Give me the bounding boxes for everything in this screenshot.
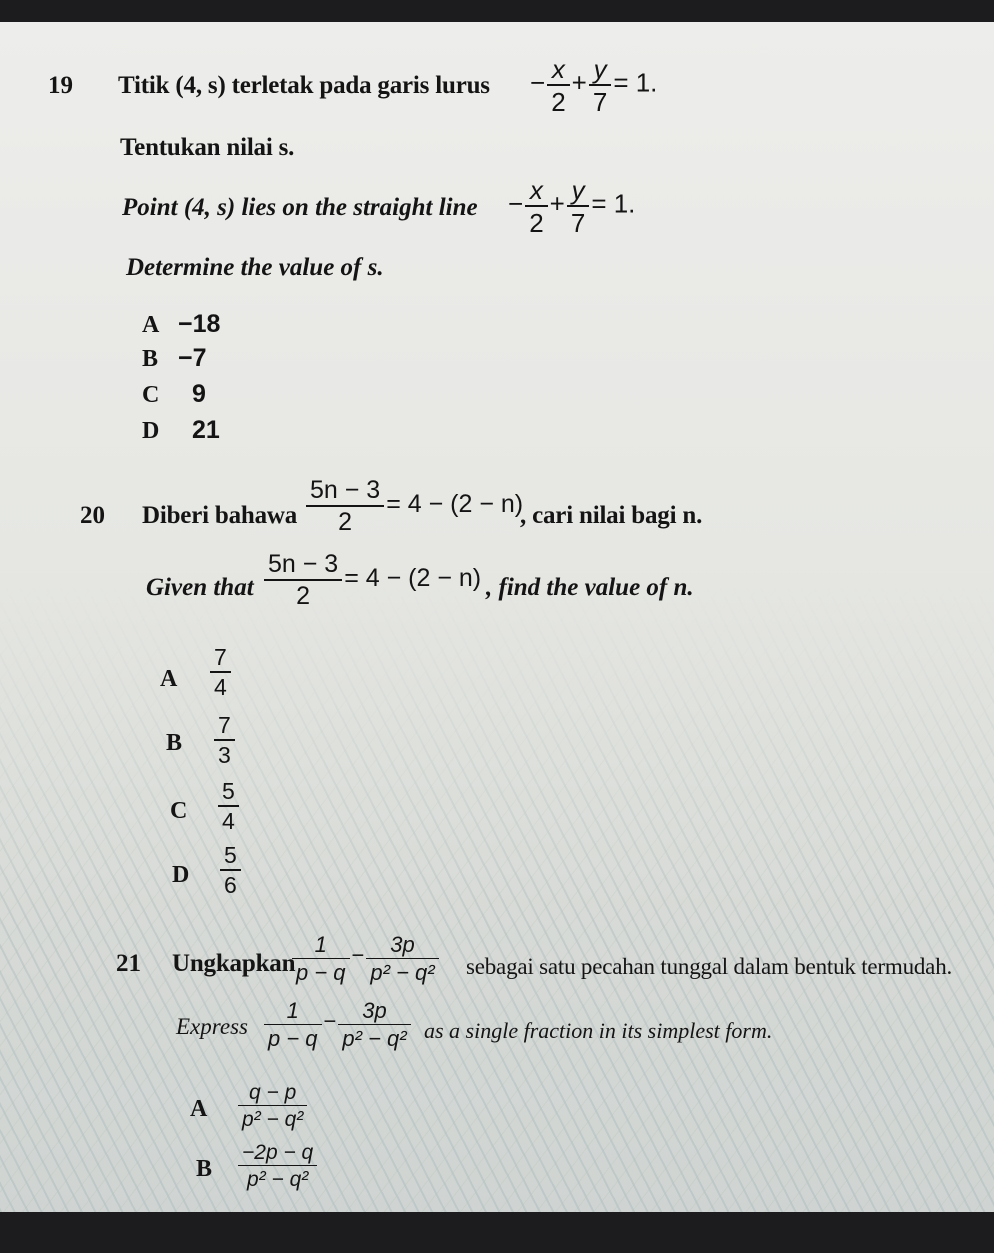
fraction xyxy=(220,844,241,897)
denominator: p − q xyxy=(268,1026,318,1051)
option-fraction xyxy=(236,1082,309,1130)
fraction xyxy=(264,1000,322,1050)
numerator: q − p xyxy=(248,1081,297,1104)
numerator: 1 xyxy=(314,932,327,957)
option-label: C xyxy=(142,382,160,408)
denominator: 2 xyxy=(338,508,353,536)
equation-rhs: = 1. xyxy=(613,67,658,98)
background-pattern xyxy=(0,582,994,1212)
numerator: 3p xyxy=(362,998,387,1023)
option-label: D xyxy=(172,862,190,888)
instruction-english: Determine the value of s. xyxy=(126,254,384,281)
fraction xyxy=(292,934,350,984)
option-fraction xyxy=(236,1142,319,1190)
option-value: 21 xyxy=(192,416,220,444)
fraction xyxy=(589,56,611,115)
numerator: x xyxy=(551,54,565,84)
equation-line xyxy=(508,177,635,236)
equation-line xyxy=(530,56,657,115)
minus-sign: − xyxy=(530,67,546,98)
minus-sign: − xyxy=(351,942,365,968)
question-number: 19 xyxy=(48,72,73,99)
option-label: B xyxy=(142,346,159,372)
option-label: B xyxy=(196,1156,213,1182)
fraction xyxy=(264,552,342,609)
numerator: −2p − q xyxy=(242,1141,314,1164)
fraction xyxy=(547,56,569,115)
denominator: p² − q² xyxy=(242,1108,304,1131)
numerator: 5 xyxy=(222,778,235,804)
question-text-malay-tail: , cari nilai bagi n. xyxy=(520,502,703,529)
exam-page xyxy=(0,22,994,1212)
equation-rhs: = 4 − (2 − n) xyxy=(386,490,524,519)
expression-line xyxy=(290,934,441,984)
fraction xyxy=(306,478,384,535)
option-fraction xyxy=(208,646,233,699)
denominator: 3 xyxy=(218,742,231,768)
option-label: A xyxy=(142,312,160,338)
denominator: p² − q² xyxy=(342,1026,407,1051)
numerator: 5n − 3 xyxy=(310,476,381,504)
question-number: 21 xyxy=(116,950,141,977)
plus-sign: + xyxy=(571,67,587,98)
option-label: D xyxy=(142,418,160,444)
question-text-malay: Ungkapkan xyxy=(172,950,296,977)
question-number: 20 xyxy=(80,502,105,529)
fraction xyxy=(366,934,438,984)
equation-rhs: = 4 − (2 − n) xyxy=(344,564,482,593)
numerator: x xyxy=(529,175,543,205)
denominator: 4 xyxy=(222,808,235,834)
option-fraction xyxy=(216,780,241,833)
question-text-english-tail: as a single fraction in its simplest form. xyxy=(424,1018,773,1043)
plus-sign: + xyxy=(549,188,565,219)
numerator: y xyxy=(593,54,607,84)
denominator: 7 xyxy=(570,208,586,238)
equation-rhs: = 1. xyxy=(591,188,636,219)
option-value: −18 xyxy=(178,310,221,338)
fraction xyxy=(238,1082,307,1130)
numerator: 7 xyxy=(214,644,227,670)
option-value: −7 xyxy=(178,344,207,372)
option-fraction xyxy=(212,714,237,767)
question-text-english: Given that xyxy=(146,574,254,601)
fraction xyxy=(238,1142,317,1190)
numerator: y xyxy=(571,175,585,205)
question-text-malay: Diberi bahawa xyxy=(142,502,298,529)
equation-line xyxy=(262,552,481,609)
denominator: p − q xyxy=(296,960,346,985)
question-text-english-tail: , find the value of n. xyxy=(486,574,694,601)
numerator: 7 xyxy=(218,712,231,738)
expression-line xyxy=(262,1000,413,1050)
numerator: 5n − 3 xyxy=(268,550,339,578)
denominator: 6 xyxy=(224,872,237,898)
fraction xyxy=(525,177,547,236)
denominator: 4 xyxy=(214,674,227,700)
option-label: B xyxy=(166,730,183,756)
denominator: 2 xyxy=(551,87,566,117)
numerator: 1 xyxy=(286,998,299,1023)
minus-sign: − xyxy=(323,1008,337,1034)
question-text-malay: Titik (4, s) terletak pada garis lurus xyxy=(118,72,490,99)
numerator: 3p xyxy=(390,932,415,957)
option-label: A xyxy=(190,1096,208,1122)
option-label: A xyxy=(160,666,178,692)
fraction xyxy=(338,1000,410,1050)
fraction xyxy=(214,714,235,767)
question-text-malay-tail: sebagai satu pecahan tunggal dalam bentuk termudah. xyxy=(466,954,953,979)
fraction xyxy=(567,177,589,236)
equation-line xyxy=(304,478,523,535)
question-text-english: Express xyxy=(176,1014,248,1039)
option-value: 9 xyxy=(192,380,206,408)
denominator: p² − q² xyxy=(246,1168,309,1191)
option-label: C xyxy=(170,798,188,824)
instruction-malay: Tentukan nilai s. xyxy=(120,134,295,161)
option-fraction xyxy=(218,844,243,897)
fraction xyxy=(218,780,239,833)
denominator: 7 xyxy=(592,87,608,117)
minus-sign: − xyxy=(508,188,524,219)
fraction xyxy=(210,646,231,699)
question-text-english: Point (4, s) lies on the straight line xyxy=(122,194,478,221)
numerator: 5 xyxy=(224,842,237,868)
denominator: 2 xyxy=(296,582,311,610)
denominator: p² − q² xyxy=(370,960,435,985)
denominator: 2 xyxy=(529,208,544,238)
